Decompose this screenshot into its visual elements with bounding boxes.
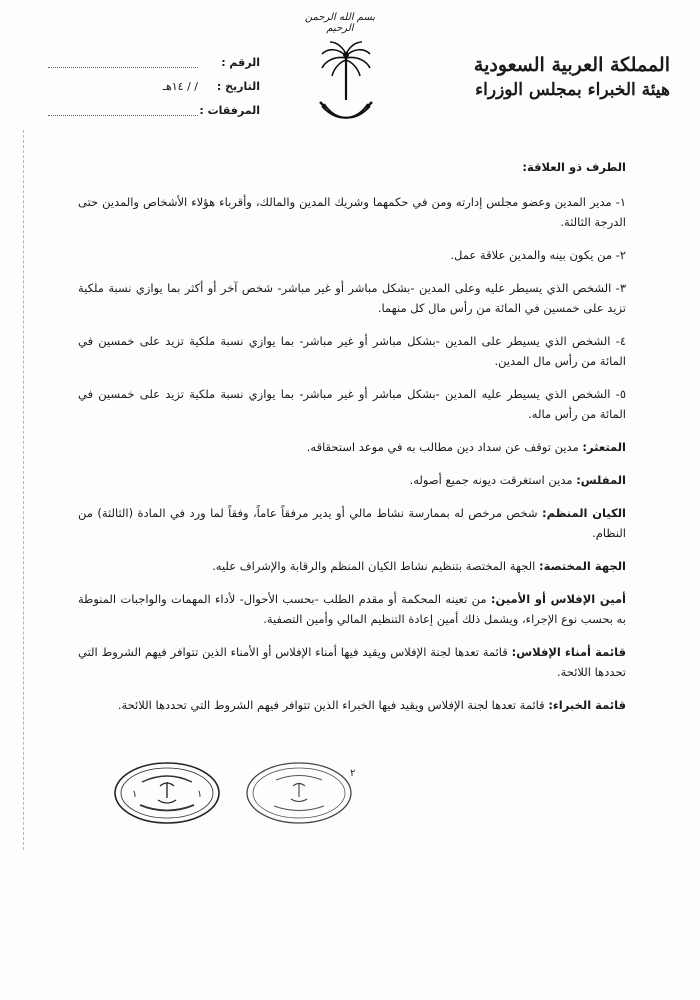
list-item: ٥- الشخص الذي يسيطر عليه المدين -بشكل مباشر أو غير مباشر- بما يوازي نسبة ملكية تزيد على خمسين في المائة من رأس ماله.: [78, 387, 626, 421]
ref-attachments-row: [40, 98, 260, 122]
reference-block: [40, 50, 260, 122]
definition-text: شخص مرخص له بممارسة نشاط مالي أو يدير مرفقاً عاماً، وفقاً لما ورد في المادة (الثالثة) من النظام.: [78, 506, 626, 540]
definition-competent-authority: [78, 556, 626, 576]
definition-regulated-entity: [78, 503, 626, 543]
ref-number-label: الرقم :: [221, 55, 260, 69]
bismillah: بسم الله الرحمن الرحيم: [304, 12, 376, 34]
document-body: [78, 158, 626, 728]
definition-trustees-list: [78, 642, 626, 682]
definition-text: من تعينه المحكمة أو مقدم الطلب -بحسب الأحوال- لأداء المهمات والواجبات المنوطة به بحسب نوع الإجراء، ويشمل ذلك أمين إعادة التنظيم المالي وأمين التصفية.: [78, 592, 626, 626]
svg-text:١: ١: [197, 789, 203, 800]
definition-term: الجهة المختصة:: [539, 559, 626, 573]
definition-text: قائمة تعدها لجنة الإفلاس ويقيد فيها الخبراء الذين تتوافر فيهم الشروط التي تحددها اللائحة.: [117, 698, 545, 712]
letterhead-authority: هيئة الخبراء بمجلس الوزراء: [475, 80, 670, 100]
saudi-emblem-icon: [316, 38, 376, 133]
ref-attachments-line: [48, 105, 198, 116]
definition-trustee: [78, 589, 626, 629]
definition-term: المفلس:: [576, 473, 626, 487]
definition-text: مدين استغرقت ديونه جميع أصوله.: [409, 473, 573, 487]
definition-term: المتعثر:: [582, 440, 626, 454]
ref-date-value: / / ١٤هـ: [162, 79, 198, 93]
definition-term: الكيان المنظم:: [541, 506, 626, 520]
list-item: ٤- الشخص الذي يسيطر على المدين -بشكل مباشر أو غير مباشر- بما يوازي نسبة ملكية تزيد على خمسين في المائة من رأس مال المدين.: [78, 334, 626, 368]
definition-term: قائمة أمناء الإفلاس:: [511, 645, 627, 659]
letterhead-kingdom: المملكة العربية السعودية: [473, 54, 670, 76]
margin-rule: [23, 130, 24, 850]
definition-term: أمين الإفلاس أو الأمين:: [490, 592, 626, 606]
definition-text: قائمة تعدها لجنة الإفلاس ويقيد فيها أمناء الإفلاس أو الأمناء الذين تتوافر فيهم الشروط التي تحددها اللائحة.: [78, 645, 626, 679]
definition-bankrupt: [78, 470, 626, 490]
ref-date-row: [40, 74, 260, 98]
definition-experts-list: [78, 695, 626, 715]
list-item: ٣- الشخص الذي يسيطر عليه وعلى المدين -بشكل مباشر أو غير مباشر- شخص آخر أو أكثر بما يوازي نسبة ملكية تزيد على خمسين في المائة من رأس مال كل منهما.: [78, 281, 626, 315]
official-stamp-icon: [112, 760, 222, 826]
list-item: ٢- من يكون بينه والمدين علاقة عمل.: [450, 248, 626, 262]
definition-term: قائمة الخبراء:: [548, 698, 626, 712]
definition-text: الجهة المختصة بتنظيم نشاط الكيان المنظم والرقابة والإشراف عليه.: [212, 559, 536, 573]
svg-text:١: ١: [132, 789, 138, 800]
definition-insolvent: [78, 437, 626, 457]
official-stamp-icon: [244, 760, 354, 826]
section-heading: الطرف ذو العلاقة:: [522, 160, 626, 174]
list-item: ١- مدير المدين وعضو مجلس إدارته ومن في حكمهما وشريك المدين والمالك، وأقرباء هؤلاء الأشخاص والمدين حتى الدرجة الثالثة.: [78, 195, 626, 229]
page-number: ٢: [350, 768, 356, 779]
ref-attachments-label: المرفقات :: [199, 103, 260, 117]
ref-date-label: التاريخ :: [216, 79, 260, 93]
definition-text: مدين توقف عن سداد دين مطالب به في موعد استحقاقه.: [306, 440, 579, 454]
letterhead: [420, 52, 670, 102]
ref-number-line: [48, 57, 198, 68]
ref-number-row: [40, 50, 260, 74]
